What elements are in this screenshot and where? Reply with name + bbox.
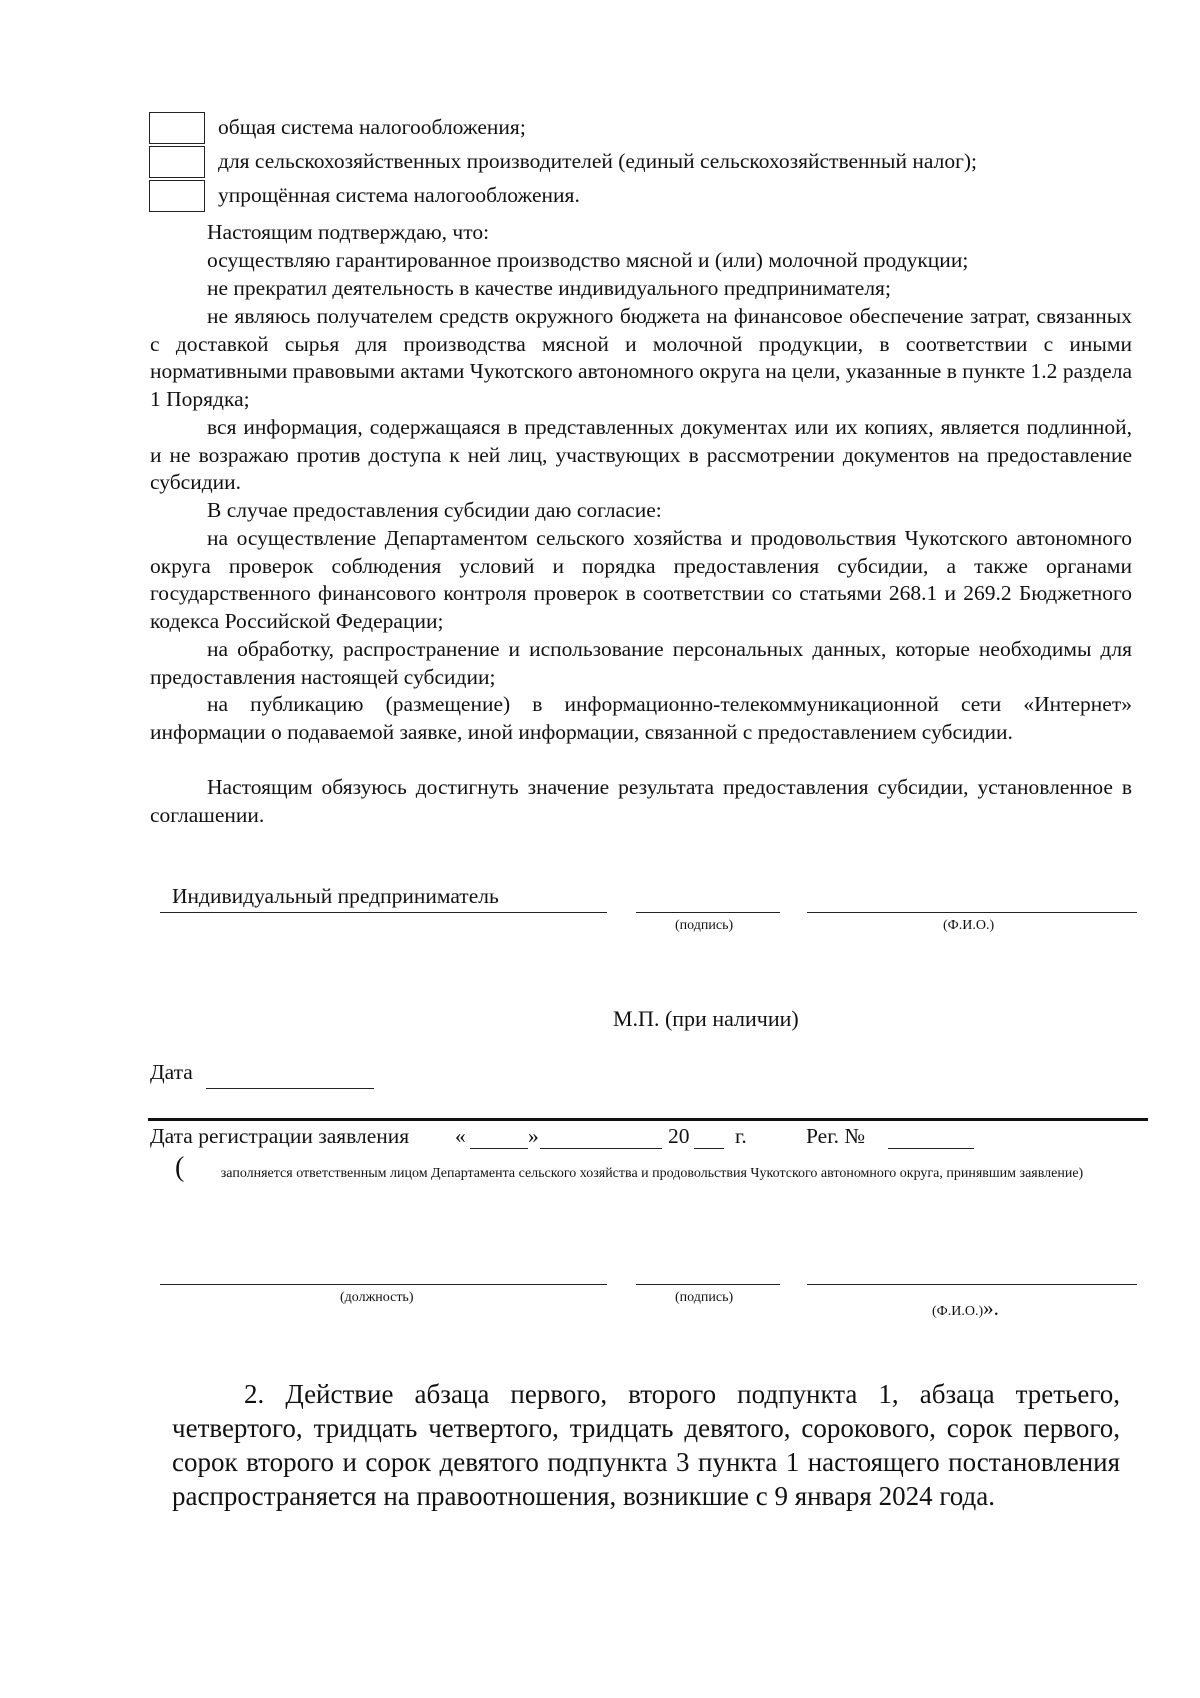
date-line[interactable] <box>206 1088 374 1089</box>
tax-label-simplified: упрощённая система налогообложения. <box>218 183 580 207</box>
tax-checkbox-agricultural[interactable] <box>149 146 205 178</box>
stamp-label: М.П. (при наличии) <box>613 1006 799 1031</box>
confirm-production: осуществляю гарантированное производство мясной и (или) молочной продукции; <box>207 248 969 272</box>
closing-quote: ». <box>983 1296 999 1320</box>
close-quote: » <box>528 1124 539 1148</box>
reg-number-label: Рег. № <box>806 1124 865 1148</box>
consent-personal-data: на обработку, распространение и использование персональных данных, которые необходимы для предоставления настоящей субсидии; <box>150 637 1132 689</box>
registrar-signature-caption: (подпись) <box>675 1290 734 1305</box>
year-line[interactable] <box>694 1148 724 1149</box>
tax-label-general: общая система налогообложения; <box>218 115 526 139</box>
registrar-signature-line[interactable] <box>636 1284 780 1285</box>
month-line[interactable] <box>540 1148 662 1149</box>
confirm-not-recipient: не являюсь получателем средств окружного бюджета на финансовое обеспечение затрат, связанных с доставкой сырья для производства мясной и молочной продукции, в соответствии с иными нормативными правовыми актами Чукотского автономного округа на цели, указанные в пункте 1.2 раздела 1 Порядка; <box>150 304 1132 411</box>
year-suffix: г. <box>735 1124 747 1148</box>
note-open-paren: ( <box>175 1152 185 1183</box>
confirm-info-authentic: вся информация, содержащаяся в представленных документах или их копиях, является подлинной, и не возражаю против доступа к ней лиц, участвующих в рассмотрении документов на предоставление субсидии. <box>150 415 1132 494</box>
signature-line[interactable] <box>636 912 780 913</box>
date-label: Дата <box>150 1060 193 1084</box>
registration-note: заполняется ответственным лицом Департамента сельского хозяйства и продовольствия Чукотского автономного округа, принявшим заявление) <box>220 1166 1084 1181</box>
clause-2: 2. Действие абзаца первого, второго подпункта 1, абзаца третьего, четвертого, тридцать четвертого, тридцать девятого, сорокового, сорок первого, сорок второго и сорок девятого подпункта 3 пункта 1 настоящего постановления распространяется на правоотношения, возникшие с 9 января 2024 года. <box>172 1379 1120 1511</box>
confirm-not-ceased: не прекратил деятельность в качестве индивидуального предпринимателя; <box>207 276 891 300</box>
obligation: Настоящим обязуюсь достигнуть значение результата предоставления субсидии, установленное в соглашении. <box>150 775 1132 827</box>
tax-checkbox-simplified[interactable] <box>149 180 205 212</box>
open-quote: « <box>455 1124 466 1148</box>
day-line[interactable] <box>470 1148 528 1149</box>
section-divider <box>148 1118 1148 1121</box>
confirm-intro: Настоящим подтверждаю, что: <box>207 220 490 244</box>
signature-caption: (подпись) <box>675 918 734 933</box>
consent-intro: В случае предоставления субсидии даю согласие: <box>207 498 662 522</box>
consent-publication: на публикацию (размещение) в информационно-телекоммуникационной сети «Интернет» информации о подаваемой заявке, иной информации, связанной с предоставлением субсидии. <box>150 692 1132 744</box>
name-caption: (Ф.И.О.) <box>943 918 995 933</box>
tax-label-agricultural: для сельскохозяйственных производителей (единый сельскохозяйственный налог); <box>218 149 978 173</box>
name-line[interactable] <box>807 912 1137 913</box>
role-label: Индивидуальный предприниматель <box>172 884 499 908</box>
year-prefix: 20 <box>668 1124 690 1148</box>
tax-checkbox-general[interactable] <box>149 112 205 144</box>
registrar-name-caption: (Ф.И.О.) <box>932 1304 984 1319</box>
role-line <box>160 912 607 913</box>
registration-label: Дата регистрации заявления <box>150 1124 410 1148</box>
consent-inspections: на осуществление Департаментом сельского хозяйства и продовольствия Чукотского автономного округа проверок соблюдения условий и порядка предоставления субсидии, а также органами государственного финансового контроля проверок в соответствии со статьями 268.1 и 269.2 Бюджетного кодекса Российской Федерации; <box>150 526 1132 633</box>
registrar-name-caption-wrap <box>932 1296 999 1321</box>
reg-number-line[interactable] <box>888 1148 974 1149</box>
position-line[interactable] <box>160 1284 607 1285</box>
registrar-name-line[interactable] <box>807 1284 1137 1285</box>
position-caption: (должность) <box>340 1290 414 1305</box>
